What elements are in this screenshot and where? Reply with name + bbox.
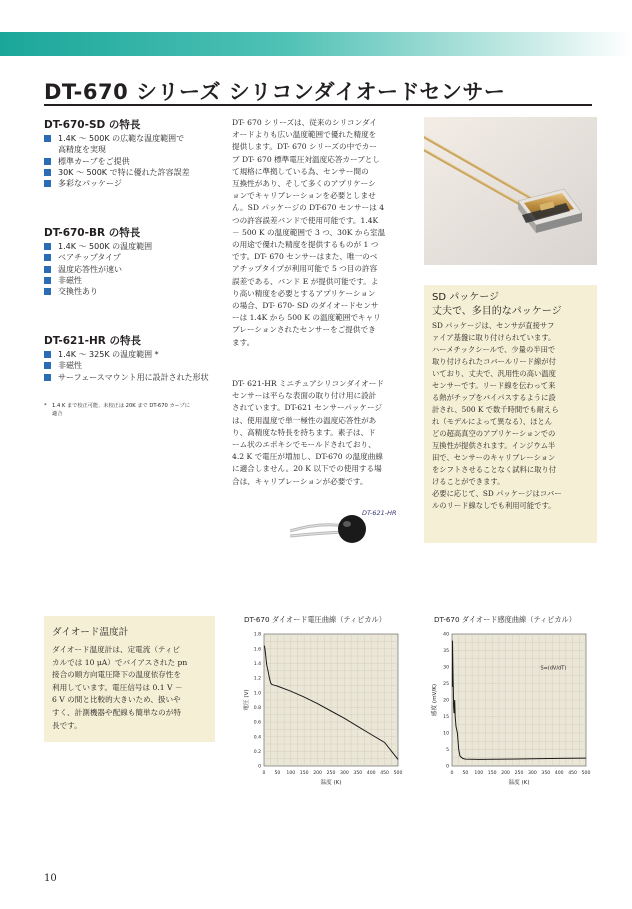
list-item-text: 高精度を実現 [58,145,106,155]
text-line: ルのリード線なしでも利用可能です。 [432,501,556,510]
text-line: ん。SD パッケージの DT-670 センサーは 4 [232,203,385,213]
text-line: 長です。 [52,720,82,730]
x-tick-label: 450 [380,771,389,776]
text-line: すく、計測機器や配線も簡単なのが特 [52,707,181,717]
text-line: けることができます。 [432,477,505,486]
y-tick-label: 40 [443,632,449,638]
y-tick-label: 1.2 [253,676,261,682]
list-item [44,349,209,360]
x-tick-label: 100 [286,771,296,776]
x-tick-label: 0 [450,771,454,776]
hr-features-list [44,349,209,383]
sd-package-photo [424,117,597,265]
diode-box-heading: ダイオード温度計 [52,627,129,638]
y-tick-label: 20 [443,698,449,704]
y-tick-label: 25 [443,682,449,688]
text-line: 互換性が提供されます。インジウム半 [432,441,556,450]
y-tick-label: 1.4 [253,661,261,667]
y-tick-label: 0 [446,764,449,770]
photo-caption: DT-621-HR [362,509,397,517]
voltage-chart-title: DT-670 ダイオード電圧曲線（ティピカル） [244,615,386,624]
text-line: DT- 670 シリーズは、従来のシリコンダイ [232,118,377,127]
list-item-text: 非磁性 [58,361,82,371]
text-line: に適合しません。20 K 以下での使用する場 [232,464,382,474]
text-line: 提供します。DT- 670 シリーズの中でカー [232,142,377,152]
bullet-square-icon [44,266,51,273]
text-line: 互換性があり、そして多くのアプリケーシ [232,179,376,189]
text-line: つの許容誤差バンドで使用可能です。1.4K [232,215,379,225]
x-tick-label: 200 [501,771,510,776]
x-tick-label: 250 [514,771,524,776]
title-rule [44,104,592,106]
text-line: です。DT- 670 センサーはまた、唯一のベ [232,252,378,262]
footnote-line: 1.4 K まで校正可能、未校正は 20K まで DT-670 カーブに [52,403,190,409]
text-line: カルでは 10 μA）でバイアスされた pn [52,657,188,667]
text-line: どの超高真空のアプリケーションでの [432,429,556,438]
x-tick-label: 250 [326,771,336,776]
bullet-square-icon [44,169,51,176]
x-tick-label: 200 [313,771,322,776]
list-item-text: サーフェースマウント用に設計された形状 [58,372,209,382]
list-item [44,144,190,155]
text-line: 合は、キャリブレーションが必要です。 [232,476,368,486]
list-item [44,133,190,144]
list-item [44,360,209,371]
y-axis-label: 電圧 (V) [244,689,250,711]
y-tick-label: 30 [443,665,449,671]
bullet-square-icon [44,288,51,295]
x-axis-label: 温度 (K) [508,780,530,786]
x-tick-label: 150 [487,771,497,776]
sd-features-heading: DT-670-SD の特長 [44,119,141,131]
list-item [44,252,152,263]
text-line: ハーメチックシールで、少量の半田で [432,345,556,354]
list-item [44,275,152,286]
list-item-text: 非磁性 [58,275,82,285]
x-tick-label: 500 [581,771,591,776]
y-axis-label: 感度 (mV/K) [432,683,438,717]
text-line: は、使用温度で単一極性の温度応答性があ [232,415,377,425]
x-tick-label: 350 [353,771,363,776]
y-tick-label: 1.6 [253,647,261,653]
sd-package-box [424,285,597,543]
bullet-square-icon [44,254,51,261]
x-tick-label: 0 [262,771,266,776]
list-item [44,264,152,275]
hr-features-heading: DT-621-HR の特長 [44,335,141,347]
x-tick-label: 150 [299,771,309,776]
header-color-band [0,32,632,56]
x-tick-label: 300 [528,771,537,776]
text-line: り、高精度な特長を持ちます。素子は、ド [232,427,376,437]
list-item-text: 30K ～ 500K で特に優れた許容誤差 [58,167,190,177]
text-line: ます。 [232,337,255,347]
list-item [44,372,209,383]
x-tick-label: 50 [274,771,281,776]
bullet-square-icon [44,351,51,358]
text-line: － 500 K の温度範囲で 3 つ、30K から室温 [232,227,386,237]
text-line: の場合、DT- 670- SD のダイオードセンサ [232,301,379,311]
text-line: DT- 621-HR ミニチュアシリコンダイオード [232,379,384,388]
text-line: 田で、センサーのキャリブレーション [432,453,556,462]
text-line: センサーです。リード線を伝わって来 [432,381,556,390]
text-line: センサーは平らな表面の取り付け用に設計 [232,391,377,401]
page-number: 10 [44,873,57,884]
text-line: 計され、500 K で数千時間でも耐えら [432,405,559,414]
text-line: れ（モデルによって異なる）、ほとん [432,417,553,426]
list-item [44,156,190,167]
sd-features-list [44,133,190,189]
page-title: DT-670 シリーズ シリコンダイオードセンサー [44,80,506,104]
bullet-square-icon [44,277,51,284]
y-tick-label: 5 [446,748,449,754]
text-line: 接合の順方向電圧降下の温度依存性を [52,670,182,680]
body-paragraph-2 [232,378,410,488]
list-item-text: 交換性あり [58,287,98,297]
text-line: り高い精度を必要とするアプリケーション [232,288,376,298]
sensitivity-chart-title: DT-670 ダイオード感度曲線（ティピカル） [434,615,576,624]
text-line: ダイオード温度計は、定電流（ティビ [52,645,181,654]
footnote-star: * [44,403,47,409]
x-tick-label: 500 [393,771,403,776]
text-line: て規格に準拠している為、センサー間の [232,166,369,176]
list-item-text: 1.4K ～ 325K の温度範囲 * [58,350,159,359]
x-tick-label: 100 [474,771,484,776]
bullet-square-icon [44,362,51,369]
x-tick-label: 50 [462,771,469,776]
text-line: ブレーションされたセンサーをご提供でき [232,325,376,335]
br-features-list [44,241,152,297]
bullet-square-icon [44,243,51,250]
y-tick-label: 0.6 [253,720,261,726]
text-line: 6 V の間と比較的大きいため、扱いや [52,695,181,705]
text-line: ブ DT- 670 標準電圧対温度応答カーブとし [232,154,380,164]
list-item-text: 1.4K ～ 500K の温度範囲 [58,242,153,251]
text-line: されています。DT-621 センサーパッケージ [232,403,383,413]
sd-package-heading: SD パッケージ [432,292,500,303]
y-tick-label: 0 [258,764,261,770]
diode-thermometer-box [44,616,215,742]
text-line: SD パッケージは、センサが直接サフ [432,321,555,330]
list-item-text: 多彩なパッケージ [58,179,122,189]
text-line: オードよりも広い温度範囲で優れた精度を [232,130,377,140]
text-line: の用途で優れた精度を提供するものが 1 つ [232,240,379,250]
bullet-square-icon [44,180,51,187]
br-features-heading: DT-670-BR の特長 [44,227,141,239]
x-tick-label: 350 [541,771,551,776]
list-item-text: 1.4K ～ 500K の広範な温度範囲で [58,134,185,143]
sensitivity-chart [428,626,598,792]
text-line: をシフトさせることなく試料に取り付 [432,465,557,474]
y-tick-label: 15 [443,715,449,721]
text-line: ーは 1.4K から 500 K の温度範囲でキャリ [232,313,381,323]
bullet-square-icon [44,158,51,165]
list-item-text: 温度応答性が速い [58,264,122,274]
text-line: いており、丈夫で、汎用性の高い温度 [432,369,556,378]
list-item [44,241,152,252]
text-line: 4.2 K で電圧が増加し、DT-670 の温度曲線 [232,452,383,462]
body-paragraph-1 [232,117,410,349]
bullet-square-icon [44,374,51,381]
text-line: アチップタイプが利用可能で 5 つ目の許容 [232,264,378,274]
y-tick-label: 0.2 [253,749,261,755]
y-tick-label: 35 [443,649,449,655]
x-axis-label: 温度 (K) [320,780,342,786]
bullet-square-icon [44,135,51,142]
text-line: 必要に応じて、SD パッケージはコバー [432,489,562,498]
x-tick-label: 400 [366,771,376,776]
sd-package-text [432,320,589,512]
text-line: ァイア基盤に取り付けられています。 [432,333,556,342]
list-item [44,286,152,297]
y-tick-label: 0.4 [253,735,261,741]
text-line: る熱がチップをバイパスするように設 [432,393,556,402]
sd-package-subheading: 丈夫で、多目的なパッケージ [432,306,562,317]
y-tick-label: 1.8 [253,632,261,638]
x-tick-label: 300 [340,771,349,776]
list-item [44,167,190,178]
text-line: 取り付けられたコバールリード線が付 [432,357,556,366]
list-item-text: ベアチップタイプ [58,253,121,263]
list-item-text: 標準カーブをご提供 [58,156,130,166]
text-line: ョンでキャリブレーションを必要としませ [232,191,376,201]
list-item [44,178,190,189]
y-tick-label: 10 [443,731,449,737]
diode-box-text [52,644,207,732]
x-tick-label: 450 [568,771,577,776]
voltage-chart [240,626,412,792]
text-line: 利用しています。電圧信号は 0.1 V － [52,682,183,692]
footnote-line: 適合 [52,411,63,417]
x-tick-label: 400 [554,771,564,776]
chart-annotation: S=(dV/dT) [540,665,567,672]
text-line: ーム状のエポキシでモールドされており、 [232,440,376,450]
text-line: 誤差である、バンド E が提供可能です。よ [232,276,379,286]
y-tick-label: 1.0 [253,691,261,697]
footnote [44,402,224,418]
y-tick-label: 0.8 [253,705,261,711]
